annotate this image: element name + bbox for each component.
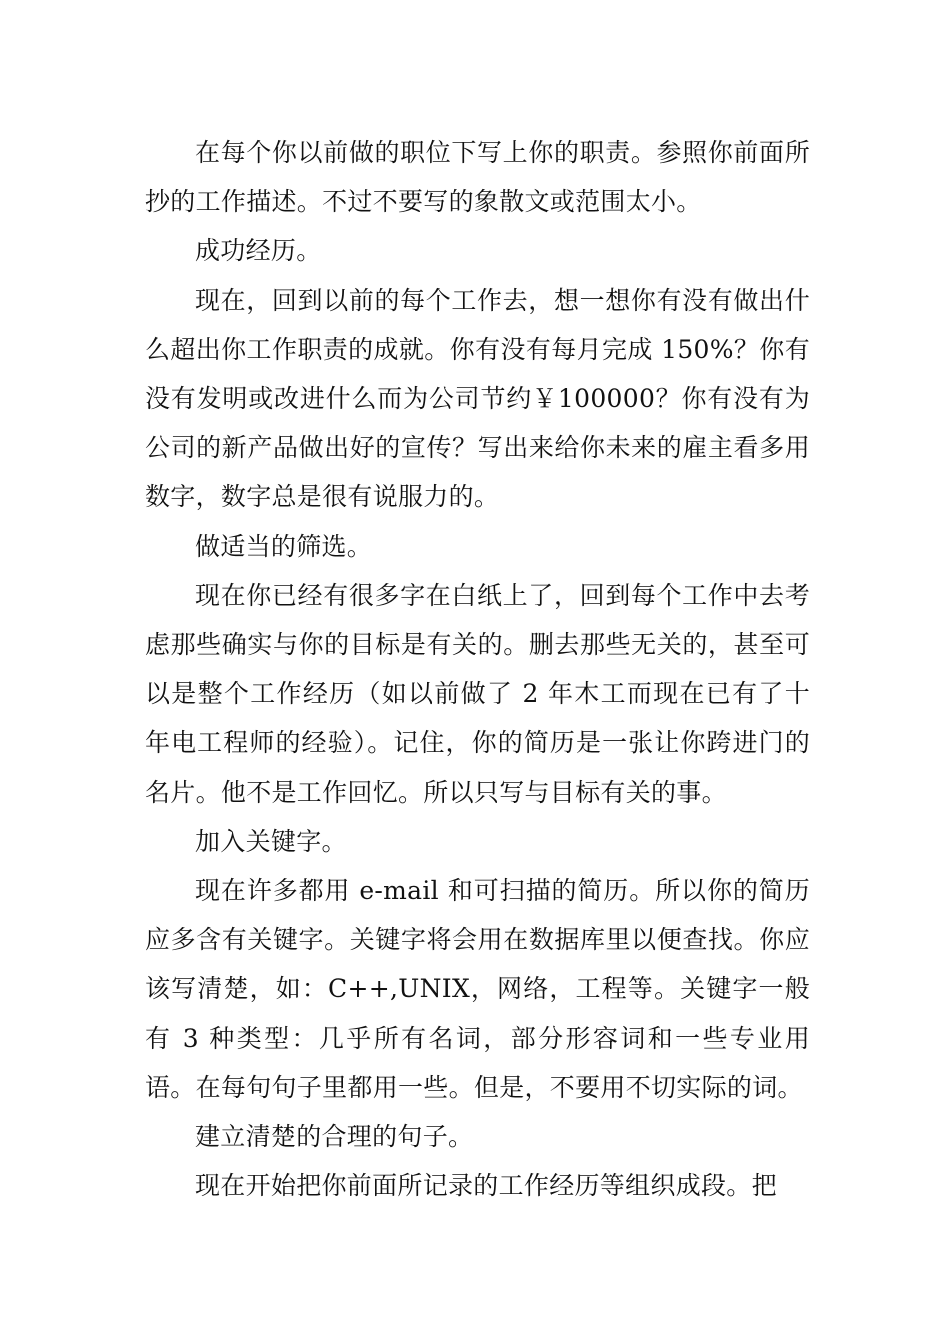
- heading-success-experience: 成功经历。: [195, 236, 322, 266]
- heading-clear-sentences: 建立清楚的合理的句子。: [195, 1122, 474, 1152]
- heading-keywords: 加入关键字。: [195, 826, 347, 856]
- paragraph-organize: 现在开始把你前面所记录的工作经历等组织成段。把: [195, 1171, 777, 1201]
- document-page: [145, 128, 810, 1210]
- paragraph-keywords: 现在许多都用 e-mail 和可扫描的简历。所以你的简历应多含有关键字。关键字将会用在数据库里以便查找。你应该写清楚，如：C++,UNIX，网络，工程等。关键字一般有 3 种类型：几乎所有名词，部分形容词和一些专业用语。在每句句子里都用一些。但是，不要用不切实际的词。: [145, 876, 810, 1102]
- paragraph-screening: 现在你已经有很多字在白纸上了，回到每个工作中去考虑那些确实与你的目标是有关的。删去那些无关的，甚至可以是整个工作经历（如以前做了 2 年木工而现在已有了十年电工程师的经验）。记住，你的简历是一张让你跨进门的名片。他不是工作回忆。所以只写与目标有关的事。: [145, 580, 810, 807]
- paragraph-achievements: 现在，回到以前的每个工作去，想一想你有没有做出什么超出你工作职责的成就。你有没有每月完成 150%？你有没有发明或改进什么而为公司节约￥100000？你有没有为公司的新产品做出好的宣传？写出来给你未来的雇主看多用数字，数字总是很有说服力的。: [145, 285, 810, 512]
- paragraph-duties: 在每个你以前做的职位下写上你的职责。参照你前面所抄的工作描述。不过不要写的象散文或范围太小。: [145, 138, 810, 217]
- heading-screening: 做适当的筛选。: [195, 531, 373, 561]
